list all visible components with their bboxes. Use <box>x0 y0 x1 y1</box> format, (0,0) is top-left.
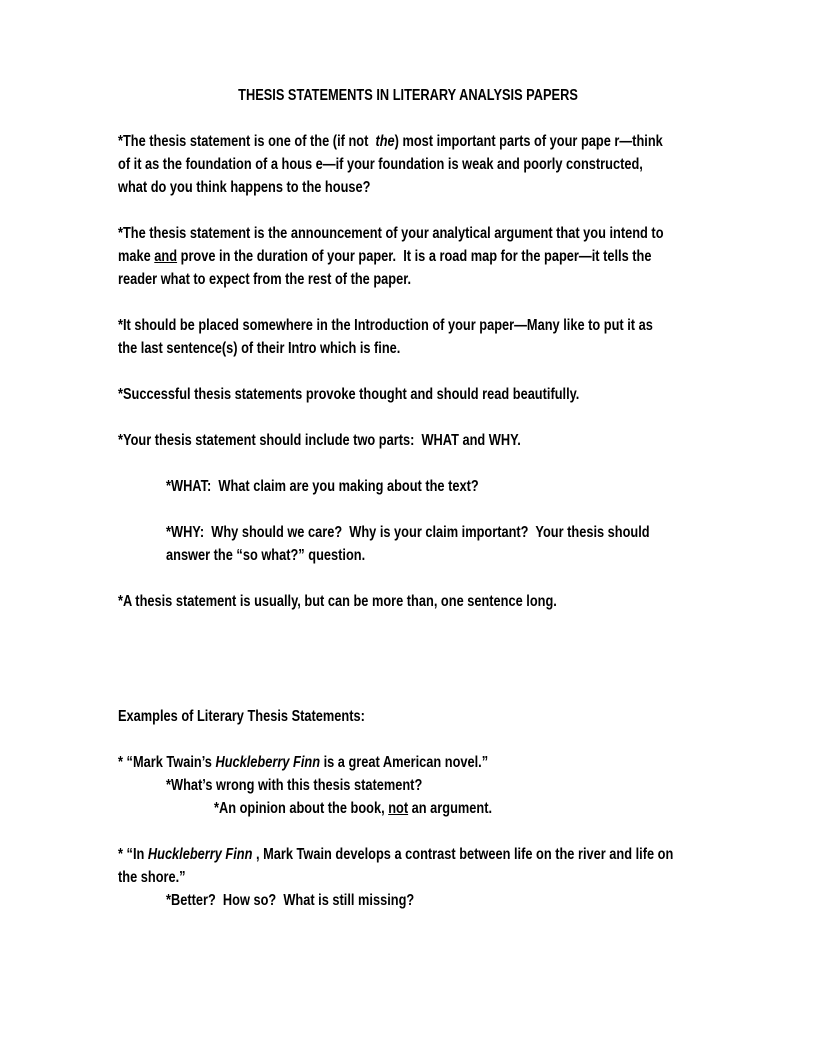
text-line <box>118 314 698 337</box>
text-run: make <box>118 248 155 265</box>
text-line <box>118 705 698 728</box>
text-line <box>118 475 698 498</box>
text-line <box>118 337 698 360</box>
text-run: *What’s wrong with this thesis statement? <box>166 777 423 794</box>
text-run: what do you think happens to the house? <box>118 179 371 196</box>
text-line <box>118 176 698 199</box>
text-run: *Better? How so? What is still missing? <box>166 892 415 909</box>
para-announcement <box>118 222 698 291</box>
text-run: is a great American novel.” <box>320 754 489 771</box>
text-run: an argument. <box>408 800 493 817</box>
text-line <box>118 521 698 544</box>
text-run: *It should be placed somewhere in the Introduction of your paper—Many like to put it as <box>118 317 653 334</box>
text-line <box>118 222 698 245</box>
text-line <box>118 590 698 613</box>
text-run: *The thesis statement is one of the (if not <box>118 133 376 150</box>
text-run: * “Mark Twain’s <box>118 754 216 771</box>
italic-run: Huckleberry Finn <box>147 846 253 863</box>
para-successful <box>118 383 698 406</box>
para-thesis-importance <box>118 130 698 199</box>
text-run: *The thesis statement is the announcement of your analytical argument that you intend to <box>118 225 664 242</box>
text-line <box>118 866 698 889</box>
para-example-2 <box>118 843 698 912</box>
text-line <box>118 889 698 912</box>
text-line <box>118 268 698 291</box>
text-run: *WHY: Why should we care? Why is your claim important? Your thesis should <box>166 524 650 541</box>
text-run: the shore.” <box>118 869 186 886</box>
text-line <box>118 774 698 797</box>
para-example-1 <box>118 751 698 820</box>
text-line <box>118 797 698 820</box>
italic-run: the <box>375 133 395 150</box>
text-line <box>118 153 698 176</box>
para-why <box>118 521 698 567</box>
text-run: *An opinion about the book, <box>214 800 389 817</box>
para-length <box>118 590 698 613</box>
text-line <box>118 843 698 866</box>
text-run: ) most important parts of your pape r—think <box>394 133 663 150</box>
text-run: *Your thesis statement should include two parts: WHAT and WHY. <box>118 432 521 449</box>
document-text-block <box>118 84 698 912</box>
text-run: , Mark Twain develops a contrast between life on the river and life on <box>252 846 674 863</box>
text-run: prove in the duration of your paper. It is a road map for the paper—it tells the <box>177 248 652 265</box>
text-line <box>118 383 698 406</box>
text-run: *Successful thesis statements provoke thought and should read beautifully. <box>118 386 580 403</box>
text-run: Examples of Literary Thesis Statements: <box>118 708 365 725</box>
text-run: the last sentence(s) of their Intro which is fine. <box>118 340 401 357</box>
text-line <box>118 751 698 774</box>
text-run: *A thesis statement is usually, but can be more than, one sentence long. <box>118 593 557 610</box>
text-line <box>118 245 698 268</box>
para-placement <box>118 314 698 360</box>
text-line <box>118 544 698 567</box>
text-run: * “In <box>118 846 148 863</box>
italic-run: Huckleberry Finn <box>215 754 321 771</box>
para-two-parts <box>118 429 698 452</box>
document-body <box>118 130 698 912</box>
text-run: reader what to expect from the rest of the paper. <box>118 271 412 288</box>
text-line <box>118 429 698 452</box>
underline-run: and <box>154 248 178 265</box>
text-run: *WHAT: What claim are you making about the text? <box>166 478 479 495</box>
document-title: THESIS STATEMENTS IN LITERARY ANALYSIS PAPERS <box>238 87 578 104</box>
underline-run: not <box>388 800 409 817</box>
document-content <box>118 84 698 912</box>
para-examples-heading <box>118 705 698 728</box>
text-run: answer the “so what?” question. <box>166 547 366 564</box>
para-what <box>118 475 698 498</box>
text-line <box>118 130 698 153</box>
text-run: of it as the foundation of a hous e—if your foundation is weak and poorly constructed, <box>118 156 643 173</box>
